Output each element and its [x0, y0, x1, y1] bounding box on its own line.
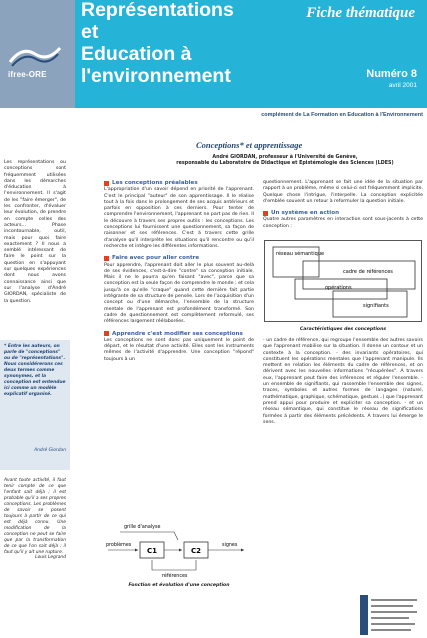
square-bullet-icon — [104, 181, 109, 186]
title-line-3: Education à — [81, 43, 192, 65]
header-banner — [75, 0, 427, 108]
title-line-2: et — [81, 21, 99, 43]
fiche-label: Fiche thématique — [306, 5, 415, 21]
box-cadre — [303, 261, 415, 289]
column-b-text-1: questionnement. L'apprenant se fait une idée de la situation par rapport à un problème, même si celui-ci est fréquemment implicite. Quelque chose l'intrigue, l'interpelle. La conception explicitée d'emblée souvent un retour à reformuler la question initiale. — [263, 180, 423, 204]
definition-text: * Entre les auteurs, on parle de "conceptions" ou de "représentations". Nous considérerons ces deux termes comme synonymes, et la conception est entendue ici comme un modèle explicatif organisé. — [4, 344, 66, 397]
issue-number: Numéro 8 — [366, 68, 417, 80]
institution-logo — [358, 593, 422, 637]
author-line-2: responsable du Laboratoire de Didactique et Epistémologie des Sciences (LDES) — [176, 161, 394, 167]
label-signes: signes — [222, 543, 238, 548]
column-a — [104, 180, 254, 363]
main-title — [81, 0, 311, 87]
section-title-apprendre — [104, 331, 254, 337]
section-text-systeme: Quatre autres paramètres en interaction sont sous-jacents à cette conception : — [263, 217, 423, 229]
section-title-faire-avec — [104, 255, 254, 261]
section-title-conceptions — [104, 180, 254, 186]
author-line-1: André GIORDAN, professeur à l'Université de Genève, — [212, 155, 358, 160]
column-b-continued — [263, 338, 423, 426]
label-c1: C1 — [147, 547, 158, 555]
column-b — [263, 180, 423, 230]
label-cadre: cadre de références — [343, 269, 393, 275]
definition-author: André Giordan — [34, 448, 66, 453]
section-text-faire-avec: Pour apprendre, l'apprenant doit aller le plus souvent au-delà de ses évidences, c'est-à-dire "contre" sa conception initiale. Mais il ne le pourra qu'en faisant "avec", parce que sa conception est la seule façon de comprendre le monde : et cela jusqu'à ce qu'elle "craque" quand cette dernière fait partie intégrante de sa structure de pensée. Lors de l'acquisition d'un concept ou d'une démarche, l'ensemble de la structure mentale de l'apprenant est profondément transformé. Son cadre de questionnement est complètement reformulé, ses références largement réélaborées. — [104, 262, 254, 325]
label-references: références — [162, 574, 188, 579]
label-signifiants: signifiants — [363, 303, 389, 309]
figure-evolution-diagram — [104, 520, 254, 580]
square-bullet-icon — [104, 256, 109, 261]
column-b-text-2: - un cadre de référence, qui regroupe l'ensemble des autres savoirs que l'apprenant mobilise sur la situation. Il donne un contour et un contexte à la conception. - des invariants opératoires, qui constituent les opérations mentales que l'apprenant manipule. Ils mettent en relation les éléments du cadre de références, et on dérivent avec les nouvelles informations "récupérées". A travers eux, l'apprenant peut faire des inférences et réguler l'ensemble. - un ensemble de signifiants, qui rassemble l'ensemble des signes, traces, symboles et autres formes de langages (naturel, mathématique, graphique, schématique, gestuel...) que l'apprenant prend appui pour produire et expliciter sa conception. - et un réseau sémantique, qui constitue le réseau de significations formées à partir des éléments précédents. A travers lui émerge le sens. — [263, 338, 423, 425]
square-bullet-icon — [263, 211, 268, 216]
figure-2-caption: Fonction et évolution d'une conception — [128, 583, 230, 588]
section-title-text: Faire avec pour aller contre — [112, 255, 200, 262]
section-text-apprendre: Les conceptions ne sont donc pas uniquement le point de départ, et le résultat d'une activité. Elles sont les instruments mêmes de l'activité d'apprendre. Une conception "répond" toujours à un — [104, 337, 254, 362]
quote-author: Louis Legrand — [35, 555, 66, 560]
ifree-logo — [8, 42, 64, 79]
quote-text: Avant toute activité, il faut tenir compte de ce que l'enfant sait déjà ; il est probable qu'il a ses propres conceptions. Les problèmes de savoir se posent toujours à partir de ce qui est déjà connu. Une modification de la conception ne peut se faire que par la transformation de ce que l'on sait déjà ; il faut qu'il y ait une rupture. — [4, 478, 66, 555]
label-operations: opérations — [325, 285, 352, 291]
issue-date: avril 2001 — [388, 82, 417, 89]
intro-column — [4, 160, 66, 305]
intro-text: Les représentations ou conceptions sont fréquemment utilisées dans les démarches d'éducation à l'environnement. Il s'agit de les "faire émerger", de les confronter, d'évaluer leur évolution, de prendre en compte celles des acteurs... Phase incontournable, outil, mais pour quoi faire exactement ? Il nous a semblé intéressant de faire le point sur la question en s'appuyant sur quelques expériences dont nous avons connaissance ainsi que sur l'analyse d'André GIORDAN, spécialiste de la question. — [4, 160, 66, 304]
title-line-4: l'environnement — [81, 65, 231, 87]
logo-wave-icon — [8, 42, 62, 68]
quote-block — [4, 478, 66, 560]
label-grille: grille d'analyse — [124, 525, 161, 530]
page-subtitle: Conceptions* et apprentissage — [196, 140, 303, 150]
logo-text: ifree-ORE — [8, 70, 47, 79]
author-line — [150, 155, 420, 168]
section-title-text: Apprendre c'est modifier ses conceptions — [112, 330, 243, 337]
figure-conceptions-diagram — [264, 240, 422, 322]
title-line-1: Représentations — [81, 0, 234, 21]
header-left-strip — [0, 0, 75, 108]
section-title-text: Les conceptions préalables — [112, 180, 198, 186]
definition-sidebar — [0, 340, 70, 470]
section-title-systeme — [263, 210, 423, 216]
section-text-conceptions: L'appropriation d'un savoir dépend en priorité de l'apprenant. C'est le principal "auteur" de son apprentissage. Il le réalise tout à la fois dans le prolongement de ses acquis antérieurs et parfois en opposition à ces derniers. Pour tenter de comprendre l'environnement, l'apprenant ne part pas de rien. Il le découvre à travers ses propres outils : les conceptions. Les conceptions lui fournissent une questionnement, sa façon de raisonner et ses références. C'est à travers cette grille d'analyse qu'il interprète les situations qu'il rencontre ou qu'il recherche et intègre les différentes informations. — [104, 187, 254, 249]
square-bullet-icon — [104, 331, 109, 336]
label-problems: problèmes — [106, 543, 132, 548]
section-title-text: Un système en action — [271, 210, 340, 217]
figure-1-caption: Caractéristiques des conceptions — [299, 327, 387, 332]
tagline: complément de La Formation en Education à l'Environnement — [261, 112, 423, 118]
label-c2: C2 — [191, 547, 202, 555]
label-reseau: réseau sémantique — [276, 251, 325, 257]
